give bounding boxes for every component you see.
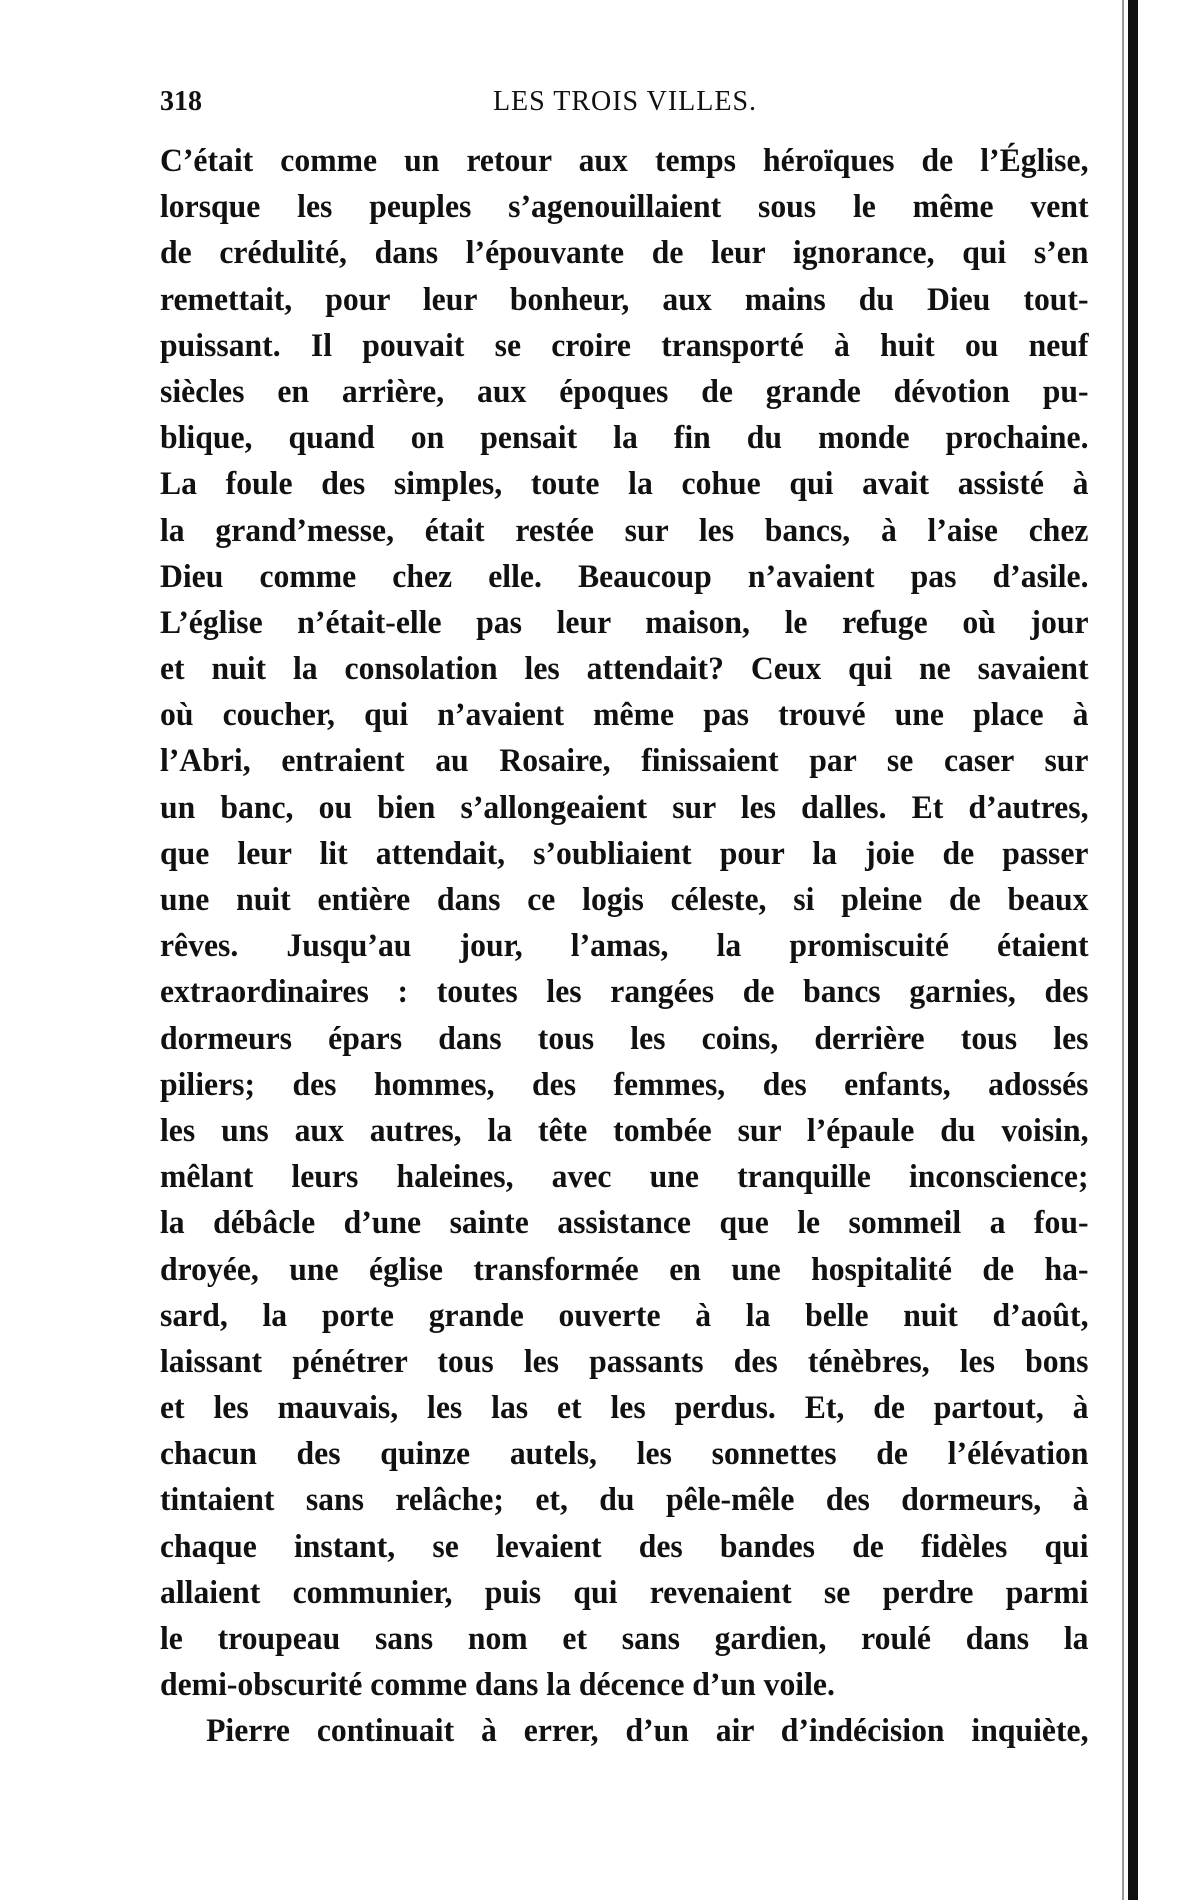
- text-line: C’était comme un retour aux temps héroïques de l’Église,: [160, 143, 1089, 179]
- text-line: une nuit entière dans ce logis céleste, si pleine de beaux: [160, 882, 1089, 918]
- text-line: puissant. Il pouvait se croire transporté à huit ou neuf: [160, 327, 1089, 364]
- text-line: que leur lit attendait, s’oubliaient pour la joie de passer: [160, 835, 1089, 872]
- text-line: extraordinaires : toutes les rangées de bancs garnies, des: [160, 974, 1089, 1011]
- text-line: la débâcle d’une sainte assistance que le sommeil a fou-: [160, 1205, 1089, 1242]
- page-header: [160, 86, 1090, 126]
- text-line: la grand’messe, était restée sur les bancs, à l’aise chez: [160, 512, 1089, 549]
- text-line: Pierre continuait à errer, d’un air d’indécision inquiète,: [206, 1713, 1089, 1750]
- text-line: le troupeau sans nom et sans gardien, roulé dans la: [160, 1621, 1089, 1657]
- page-number: 318: [160, 86, 202, 117]
- text-line: sard, la porte grande ouverte à la belle nuit d’août,: [160, 1297, 1089, 1334]
- page-edge-shadow: [1122, 0, 1124, 1900]
- text-line: de crédulité, dans l’épouvante de leur ignorance, qui s’en: [160, 235, 1089, 272]
- body-text: [160, 138, 1090, 1755]
- text-line: remettait, pour leur bonheur, aux mains du Dieu tout-: [160, 281, 1089, 318]
- text-line: chaque instant, se levaient des bandes de fidèles qui: [160, 1528, 1089, 1565]
- text-line: L’église n’était-elle pas leur maison, le refuge où jour: [160, 604, 1089, 641]
- text-line: où coucher, qui n’avaient même pas trouvé une place à: [160, 697, 1089, 734]
- text-line: tintaient sans relâche; et, du pêle-mêle des dormeurs, à: [160, 1482, 1089, 1519]
- text-line: Dieu comme chez elle. Beaucoup n’avaient pas d’asile.: [160, 558, 1089, 595]
- text-line: rêves. Jusqu’au jour, l’amas, la promiscuité étaient: [160, 928, 1089, 965]
- text-line: chacun des quinze autels, les sonnettes de l’élévation: [160, 1436, 1089, 1473]
- text-line: l’Abri, entraient au Rosaire, finissaient par se caser sur: [160, 743, 1089, 780]
- text-line: mêlant leurs haleines, avec une tranquille inconscience;: [160, 1159, 1089, 1196]
- text-line: demi-obscurité comme dans la décence d’un voile.: [160, 1667, 835, 1704]
- text-line: droyée, une église transformée en une hospitalité de ha-: [160, 1251, 1089, 1288]
- text-line: siècles en arrière, aux époques de grande dévotion pu-: [160, 373, 1089, 410]
- text-line: allaient communier, puis qui revenaient se perdre parmi: [160, 1574, 1089, 1611]
- page-edge: [1128, 0, 1138, 1900]
- running-title: LES TROIS VILLES.: [492, 86, 758, 117]
- text-line: lorsque les peuples s’agenouillaient sous le même vent: [160, 189, 1089, 226]
- text-line: dormeurs épars dans tous les coins, derrière tous les: [160, 1020, 1089, 1057]
- text-line: piliers; des hommes, des femmes, des enfants, adossés: [160, 1066, 1089, 1103]
- text-line: les uns aux autres, la tête tombée sur l’épaule du voisin,: [160, 1112, 1089, 1149]
- text-line: La foule des simples, toute la cohue qui avait assisté à: [160, 466, 1089, 503]
- text-line: et les mauvais, les las et les perdus. Et, de partout, à: [160, 1390, 1089, 1427]
- text-line: laissant pénétrer tous les passants des ténèbres, les bons: [160, 1343, 1089, 1380]
- text-line: et nuit la consolation les attendait? Ceux qui ne savaient: [160, 651, 1089, 688]
- text-line: blique, quand on pensait la fin du monde prochaine.: [160, 420, 1089, 457]
- text-line: un banc, ou bien s’allongeaient sur les dalles. Et d’autres,: [160, 789, 1089, 826]
